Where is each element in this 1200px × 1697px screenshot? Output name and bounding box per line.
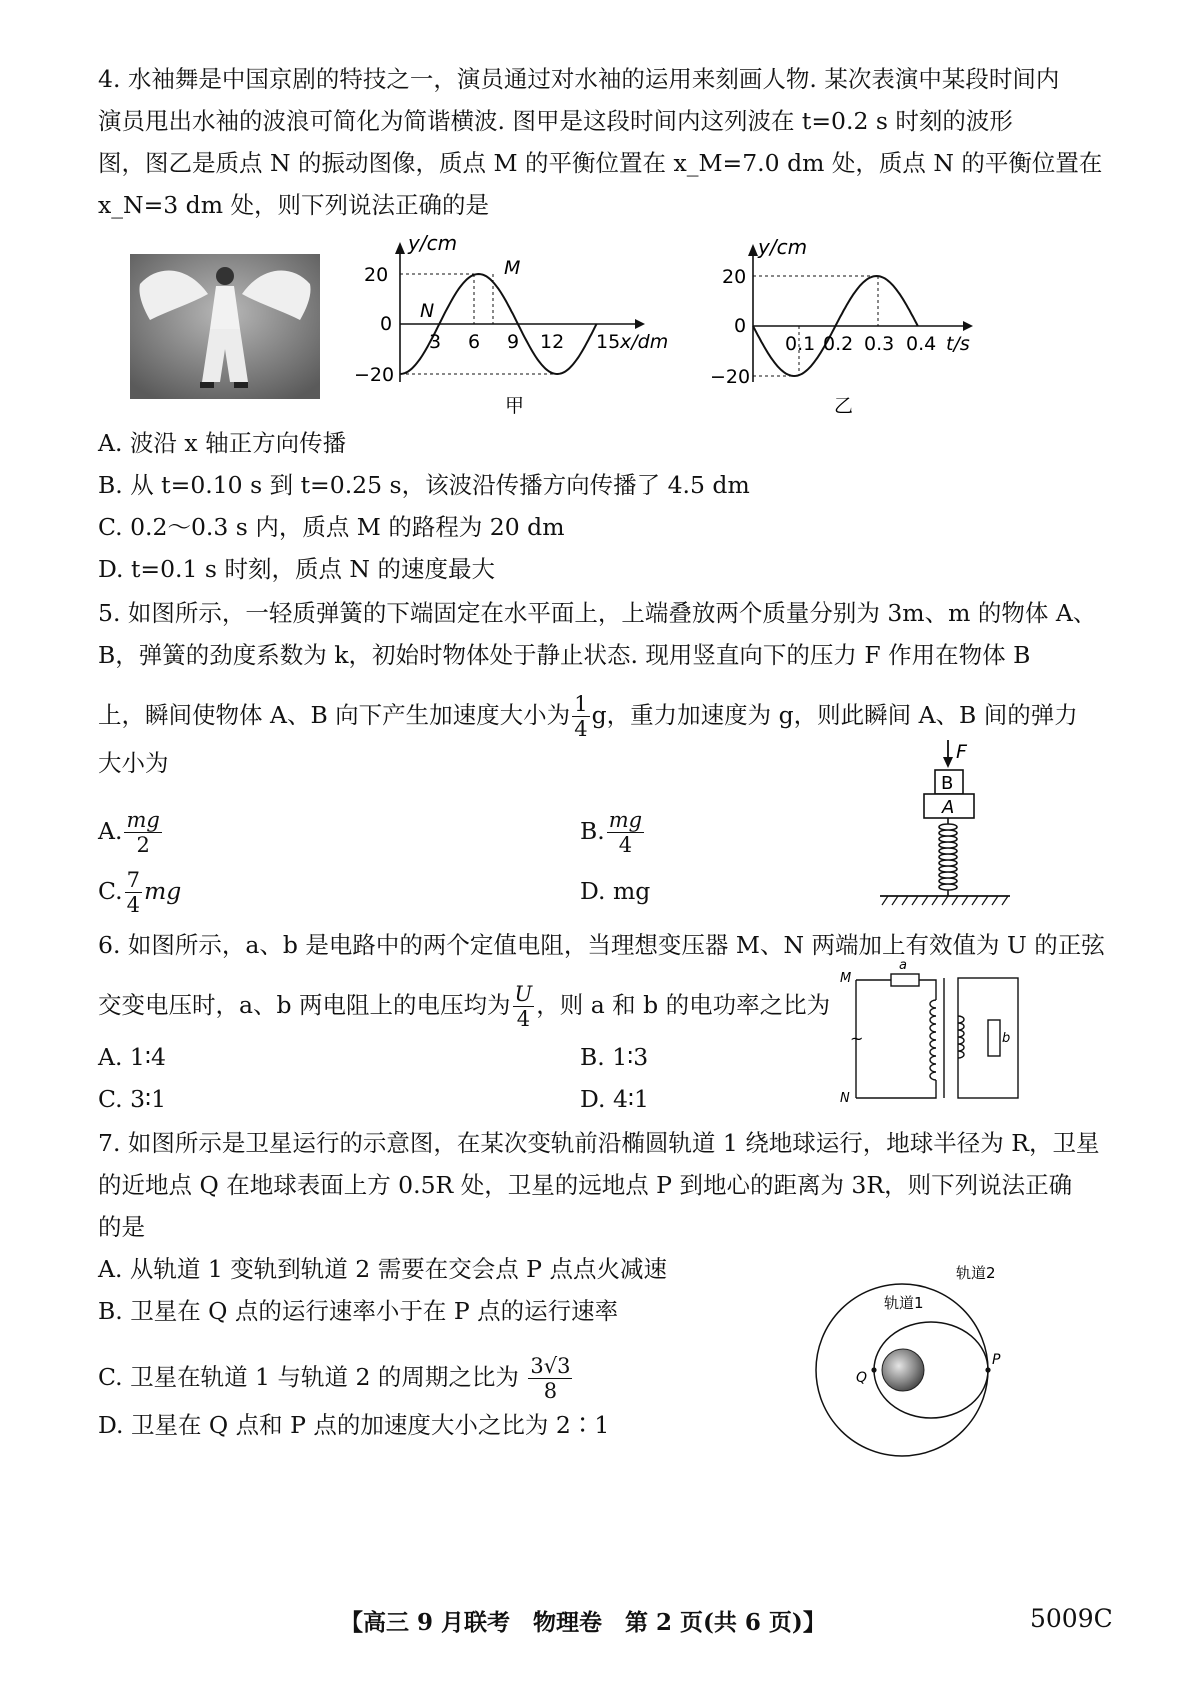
frac-num: 3√3 — [530, 1354, 571, 1378]
q6-option-c: C. 3∶1 — [98, 1085, 167, 1113]
block-a-label: A — [942, 797, 955, 818]
point-p-label: P — [992, 1352, 1001, 1368]
jia-ytick-neg20: −20 — [354, 364, 395, 386]
yi-xtick-0.3: 0.3 — [864, 333, 895, 355]
q5-line-4: 大小为 — [98, 749, 169, 777]
yi-xtick-0.4: 0.4 — [906, 333, 937, 355]
jia-xtick-6: 6 — [468, 331, 481, 353]
spring-block-figure — [880, 738, 1020, 908]
jia-xtick-15: 15 — [596, 331, 621, 353]
jia-xtick-9: 9 — [507, 331, 520, 353]
jia-xtick-12: 12 — [540, 331, 565, 353]
transformer-circuit — [836, 958, 1036, 1108]
q4-option-b: B. 从 t=0.10 s 到 t=0.25 s，该波沿传播方向传播了 4.5 dm — [98, 471, 750, 499]
earth — [882, 1349, 924, 1391]
point-n-label: N — [420, 300, 435, 322]
frac-num: mg — [608, 808, 643, 832]
jia-ytick-20: 20 — [364, 264, 389, 286]
q6-line-1: 6. 如图所示，a、b 是电路中的两个定值电阻，当理想变压器 M、N 两端加上有效值为 U 的正弦 — [98, 931, 1105, 959]
q4-option-a: A. 波沿 x 轴正方向传播 — [98, 429, 347, 457]
q5-option-b — [580, 808, 646, 857]
q6-line-2 — [98, 982, 830, 1031]
q7-option-c — [98, 1354, 574, 1403]
yi-ytick-0: 0 — [734, 315, 747, 337]
yi-xtick-0.2: 0.2 — [823, 333, 854, 355]
q5-option-d: D. mg — [580, 877, 651, 905]
q6-line-2-post: ，则 a 和 b 的电功率之比为 — [536, 991, 831, 1019]
terminal-m-label: M — [840, 971, 852, 986]
q5-option-c — [98, 868, 181, 917]
orbit-1-label: 轨道1 — [884, 1294, 924, 1312]
yi-ylabel: y/cm — [758, 235, 808, 259]
jia-caption: 甲 — [505, 395, 525, 417]
q4-line-2: 演员甩出水袖的波浪可简化为简谐横波. 图甲是这段时间内这列波在 t=0.2 s 时刻的波形 — [98, 107, 1013, 135]
q4-option-d: D. t=0.1 s 时刻，质点 N 的速度最大 — [98, 555, 495, 583]
block-b-label: B — [941, 773, 954, 794]
option-label: A. — [98, 817, 123, 845]
option-label: B. — [580, 817, 605, 845]
resistor-a — [891, 974, 919, 986]
resistor-b-label: b — [1002, 1031, 1011, 1046]
frac-den: 4 — [574, 717, 588, 741]
wave-graph-jia — [350, 232, 680, 424]
frac-den: 4 — [618, 833, 633, 857]
q7-option-b: B. 卫星在 Q 点的运行速率小于在 P 点的运行速率 — [98, 1297, 619, 1325]
q7-option-d: D. 卫星在 Q 点和 P 点的加速度大小之比为 2∶1 — [98, 1411, 610, 1439]
q5-line-1: 5. 如图所示，一轻质弹簧的下端固定在水平面上，上端叠放两个质量分别为 3m、m 的物体 A、 — [98, 599, 1097, 627]
frac-num: 7 — [126, 868, 140, 892]
jia-ytick-0: 0 — [380, 313, 393, 335]
frac-den: 4 — [516, 1007, 531, 1031]
jia-xlabel: x/dm — [620, 331, 669, 353]
q4-line-1: 4. 水袖舞是中国京剧的特技之一，演员通过对水袖的运用来刻画人物. 某次表演中某段时间内 — [98, 65, 1060, 93]
point-m-label: M — [504, 257, 521, 279]
option-label: C. — [98, 877, 123, 905]
q5-line-3 — [98, 692, 1078, 741]
satellite-orbit-figure — [800, 1260, 1020, 1460]
q5-line-2: B，弹簧的劲度系数为 k，初始时物体处于静止状态. 现用竖直向下的压力 F 作用在物体 B — [98, 641, 1031, 669]
q5-option-a-fraction — [124, 808, 161, 857]
point-q — [871, 1367, 876, 1372]
yi-ytick-20: 20 — [722, 266, 747, 288]
orbit-2-label: 轨道2 — [956, 1264, 996, 1282]
frac-den: 2 — [136, 833, 150, 857]
frac-den: 8 — [543, 1379, 558, 1403]
q5-line-3-pre: 上，瞬间使物体 A、B 向下产生加速度大小为 — [98, 701, 571, 729]
point-q-label: Q — [856, 1370, 868, 1386]
q5-accel-fraction — [572, 692, 589, 741]
q5-option-c-fraction — [125, 868, 142, 917]
q7-line-1: 7. 如图所示是卫星运行的示意图，在某次变轨前沿椭圆轨道 1 绕地球运行，地球半径为 R，卫星 — [98, 1129, 1100, 1157]
q4-line-3: 图，图乙是质点 N 的振动图像，质点 M 的平衡位置在 x_M=7.0 dm 处，质点 N 的平衡位置在 — [98, 149, 1103, 177]
force-f-label: F — [956, 741, 967, 763]
q6-option-d: D. 4∶1 — [580, 1085, 649, 1113]
spring-coil — [939, 818, 957, 896]
q7-option-c-pre: C. 卫星在轨道 1 与轨道 2 的周期之比为 — [98, 1363, 519, 1391]
q4-line-4: x_N=3 dm 处，则下列说法正确的是 — [98, 191, 489, 219]
q6-voltage-fraction — [513, 982, 535, 1031]
point-p — [985, 1367, 990, 1372]
vibration-graph-yi — [708, 232, 1008, 422]
frac-num: U — [514, 982, 533, 1006]
terminal-n-label: N — [840, 1091, 850, 1106]
yi-xtick-0.1: 0.1 — [785, 333, 816, 355]
page-footer: 【高三 9 月联考 物理卷 第 2 页(共 6 页)】 — [340, 1609, 826, 1636]
exam-code: 5009C — [1030, 1604, 1113, 1633]
jia-xtick-3: 3 — [429, 331, 442, 353]
q6-line-2-pre: 交变电压时，a、b 两电阻上的电压均为 — [98, 991, 511, 1019]
resistor-b — [988, 1020, 1000, 1056]
q4-option-c: C. 0.2～0.3 s 内，质点 M 的路程为 20 dm — [98, 513, 565, 541]
ac-source-symbol: ~ — [850, 1029, 864, 1048]
dancer-photo — [130, 254, 320, 399]
frac-den: 4 — [126, 893, 140, 917]
jia-ylabel: y/cm — [408, 232, 458, 255]
primary-coil — [930, 1000, 936, 1080]
q5-option-b-fraction — [607, 808, 644, 857]
secondary-coil — [958, 1016, 964, 1058]
q7-option-a: A. 从轨道 1 变轨到轨道 2 需要在交会点 P 点点火减速 — [98, 1255, 667, 1283]
q5-line-3-post: g，重力加速度为 g，则此瞬间 A、B 间的弹力 — [591, 701, 1078, 729]
q6-option-a: A. 1∶4 — [98, 1043, 166, 1071]
yi-ytick-neg20: −20 — [710, 366, 751, 388]
yi-caption: 乙 — [834, 395, 854, 417]
q7-period-fraction — [528, 1354, 572, 1403]
q6-option-b: B. 1∶3 — [580, 1043, 649, 1071]
q5-option-a — [98, 808, 164, 857]
frac-num: 1 — [574, 692, 588, 716]
q7-line-2: 的近地点 Q 在地球表面上方 0.5R 处，卫星的远地点 P 到地心的距离为 3R，则下列说法正确 — [98, 1171, 1073, 1199]
frac-num: mg — [126, 808, 160, 832]
resistor-a-label: a — [899, 958, 907, 973]
option-suffix: mg — [144, 877, 182, 905]
q7-line-3: 的是 — [98, 1213, 145, 1241]
yi-xlabel: t/s — [946, 333, 970, 355]
